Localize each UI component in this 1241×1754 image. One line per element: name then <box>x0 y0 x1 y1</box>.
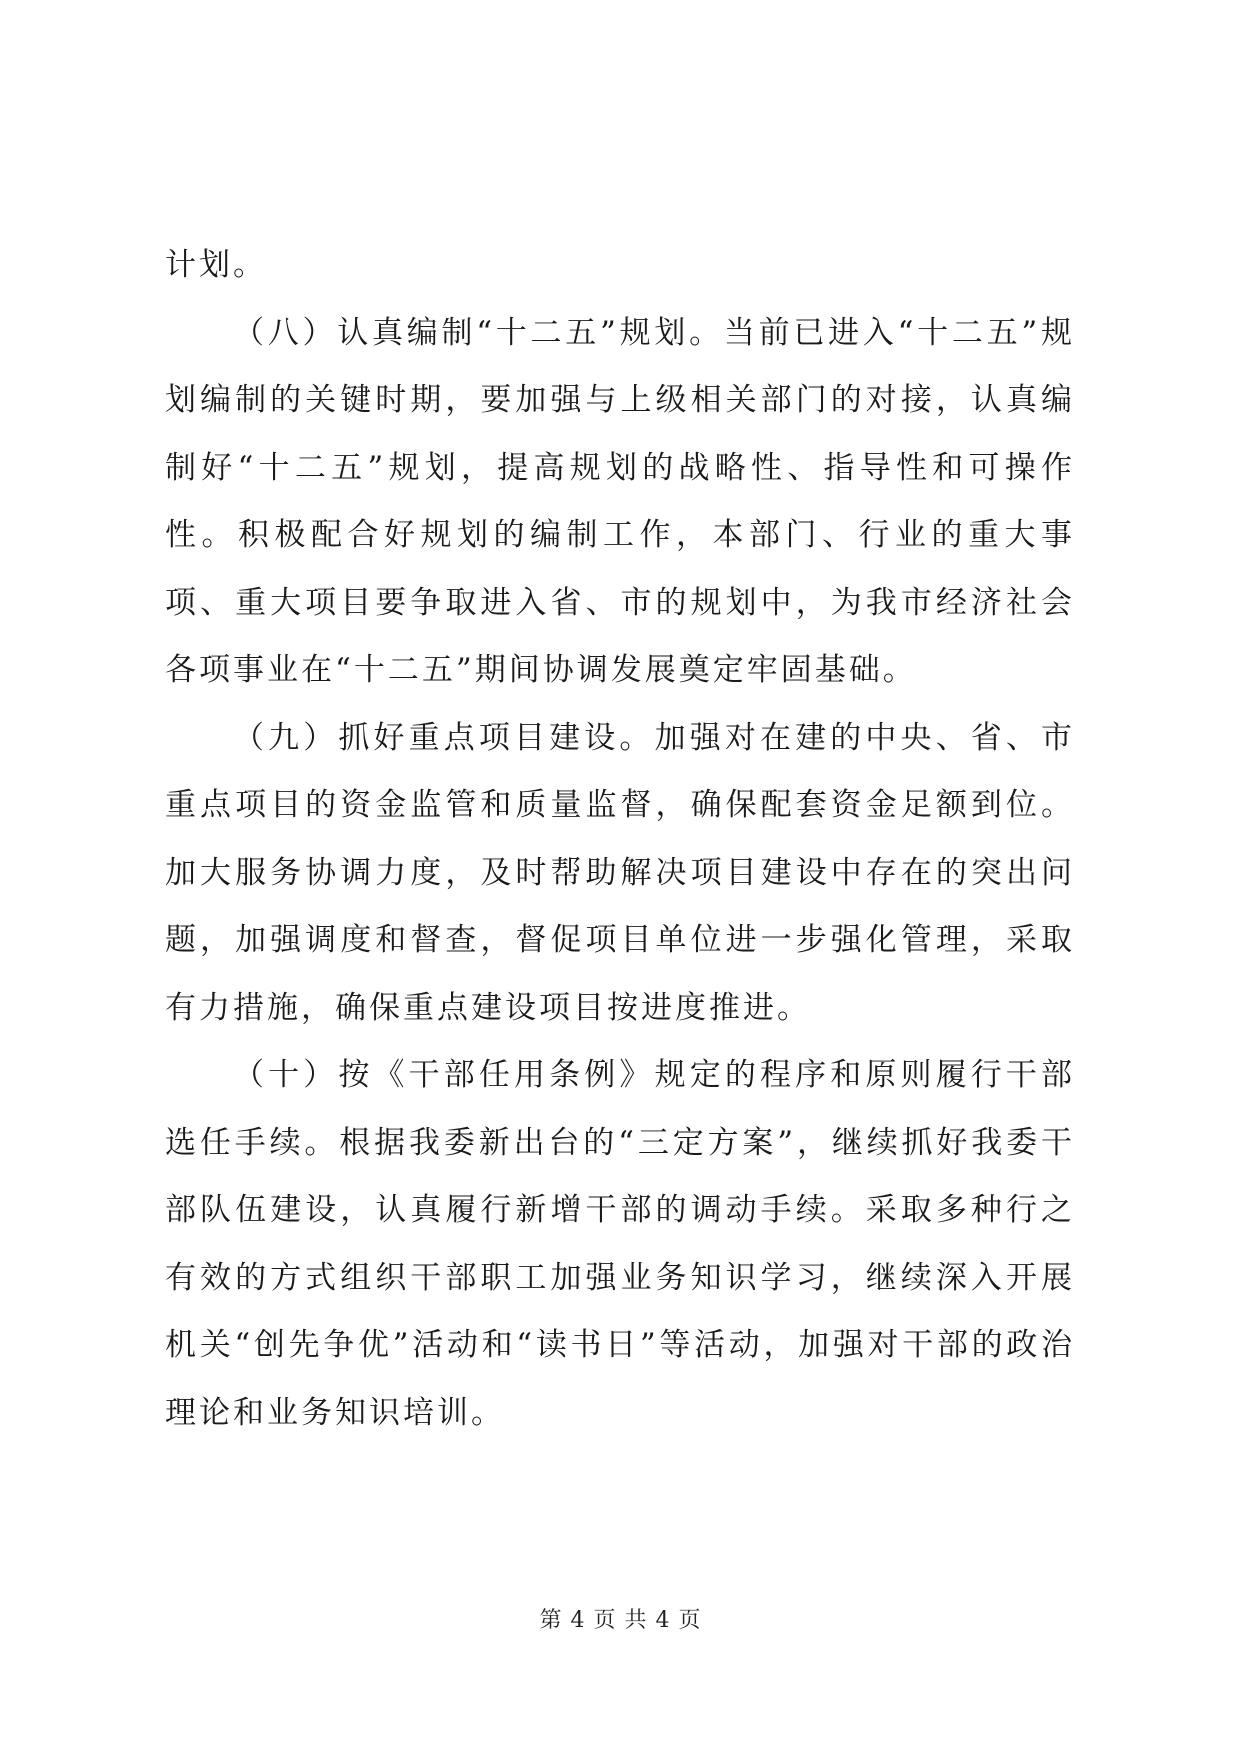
paragraph-item-8: （八）认真编制“十二五”规划。当前已进入“十二五”规划编制的关键时期，要加强与上级相关部门的对接，认真编制好“十二五”规划，提高规划的战略性、指导性和可操作性。积极配合好规划的编制工作，本部门、行业的重大事项、重大项目要争取进入省、市的规划中，为我市经济社会各项事业在“十二五”期间协调发展奠定牢固基础。 <box>165 314 1075 688</box>
document-body <box>165 232 1075 1447</box>
paragraph-continuation: 计划。 <box>165 247 267 283</box>
page-number-footer: 第 4 页 共 4 页 <box>539 1608 702 1633</box>
paragraph-item-9: （九）抓好重点项目建设。加强对在建的中央、省、市重点项目的资金监管和质量监督，确保配套资金足额到位。加大服务协调力度，及时帮助解决项目建设中存在的突出问题，加强调度和督查，督促项目单位进一步强化管理，采取有力措施，确保重点建设项目按进度推进。 <box>165 719 1075 1026</box>
paragraph-item-10: （十）按《干部任用条例》规定的程序和原则履行干部选任手续。根据我委新出台的“三定方案”，继续抓好我委干部队伍建设，认真履行新增干部的调动手续。采取多种行之有效的方式组织干部职工加强业务知识学习，继续深入开展机关“创先争优”活动和“读书日”等活动，加强对干部的政治理论和业务知识培训。 <box>165 1057 1075 1431</box>
